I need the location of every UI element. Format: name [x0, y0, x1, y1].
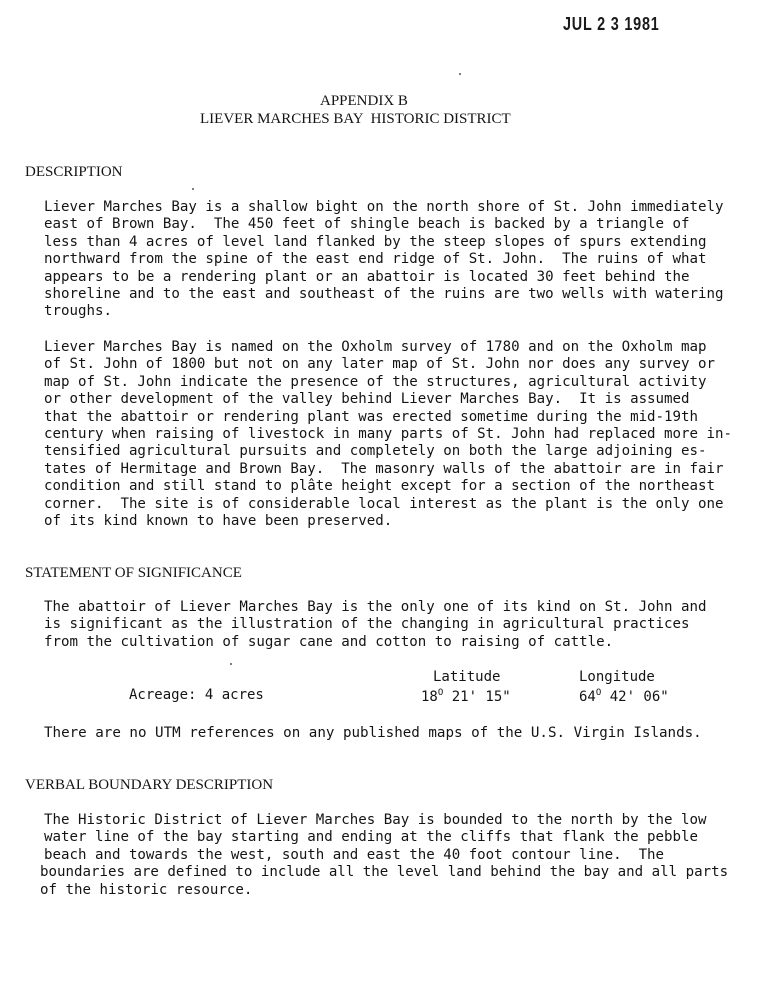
text-line: from the cultivation of sugar cane and cotton to raising of cattle.: [44, 633, 614, 650]
latitude-label: Latitude: [433, 669, 501, 685]
appendix-title: APPENDIX B: [320, 93, 408, 109]
utm-note: There are no UTM references on any published maps of the U.S. Virgin Islands.: [44, 725, 702, 741]
latitude-minutes-seconds: 21' 15": [443, 689, 511, 705]
scan-speck: [230, 663, 232, 665]
text-line: beach and towards the west, south and east the 40 foot contour line. The: [44, 846, 665, 863]
text-line: of St. John of 1800 but not on any later map of St. John nor does any survey or: [44, 356, 716, 373]
text-line: The Historic District of Liever Marches Bay is bounded to the north by the low: [44, 812, 707, 828]
text-line: corner. The site is of considerable local interest as the plant is the only one: [44, 495, 724, 512]
scan-speck: [192, 188, 194, 190]
latitude-value: [421, 685, 511, 707]
text-line: condition and still stand to plâte height except for a section of the northeast: [44, 478, 716, 495]
text-line: map of St. John indicate the presence of the structures, agricultural activity: [44, 373, 707, 390]
text-line: less than 4 acres of level land flanked by the steep slopes of spurs extending: [44, 233, 707, 250]
text-line: appears to be a rendering plant or an abattoir is located 30 feet behind the: [44, 268, 690, 285]
district-title: LIEVER MARCHES BAY HISTORIC DISTRICT: [200, 111, 511, 127]
text-line: is significant as the illustration of the changing in agricultural practices: [44, 616, 690, 633]
text-line: boundaries are defined to include all the level land behind the bay and all parts: [40, 864, 729, 881]
text-line: tates of Hermitage and Brown Bay. The masonry walls of the abattoir are in fair: [44, 460, 724, 477]
degree-mark: O: [437, 688, 444, 698]
text-line: water line of the bay starting and ending at the cliffs that flank the pebble: [44, 829, 699, 846]
text-line: of the historic resource.: [40, 881, 253, 898]
text-line: that the abattoir or rendering plant was erected sometime during the mid-19th: [44, 408, 699, 425]
text-line: shoreline and to the east and southeast of the ruins are two wells with watering: [44, 285, 724, 302]
text-line: of its kind known to have been preserved.: [44, 512, 393, 529]
text-line: northward from the spine of the east end ridge of St. John. The ruins of what: [44, 251, 707, 268]
text-line: The abattoir of Liever Marches Bay is the only one of its kind on St. John and: [44, 599, 707, 615]
description-paragraph-2: [44, 339, 764, 530]
text-line: tensified agricultural pursuits and completely on both the large adjoining es-: [44, 443, 707, 460]
boundary-paragraph: [40, 812, 764, 899]
longitude-degrees: 64: [579, 689, 596, 705]
description-paragraph-1: [44, 199, 764, 321]
text-line: or other development of the valley behind Liever Marches Bay. It is assumed: [44, 391, 690, 408]
text-line: east of Brown Bay. The 450 feet of shingle beach is backed by a triangle of: [44, 216, 690, 233]
text-line: troughs.: [44, 303, 112, 320]
significance-paragraph: [44, 599, 764, 651]
description-heading: DESCRIPTION: [25, 164, 123, 180]
text-line: Liever Marches Bay is a shallow bight on the north shore of St. John immediately: [44, 199, 724, 215]
latitude-degrees: 18: [421, 689, 438, 705]
significance-heading: STATEMENT OF SIGNIFICANCE: [25, 565, 242, 581]
boundary-heading: VERBAL BOUNDARY DESCRIPTION: [25, 777, 274, 793]
scan-speck: [459, 73, 461, 75]
degree-mark: O: [595, 688, 602, 698]
text-line: Liever Marches Bay is named on the Oxholm survey of 1780 and on the Oxholm map: [44, 339, 707, 355]
longitude-value: [579, 685, 669, 707]
longitude-minutes-seconds: 42' 06": [601, 689, 669, 705]
text-line: century when raising of livestock in many parts of St. John had replaced more in-: [44, 425, 733, 442]
acreage: Acreage: 4 acres: [129, 687, 264, 703]
date-stamp: JUL 2 3 1981: [563, 14, 660, 34]
longitude-label: Longitude: [579, 669, 655, 685]
